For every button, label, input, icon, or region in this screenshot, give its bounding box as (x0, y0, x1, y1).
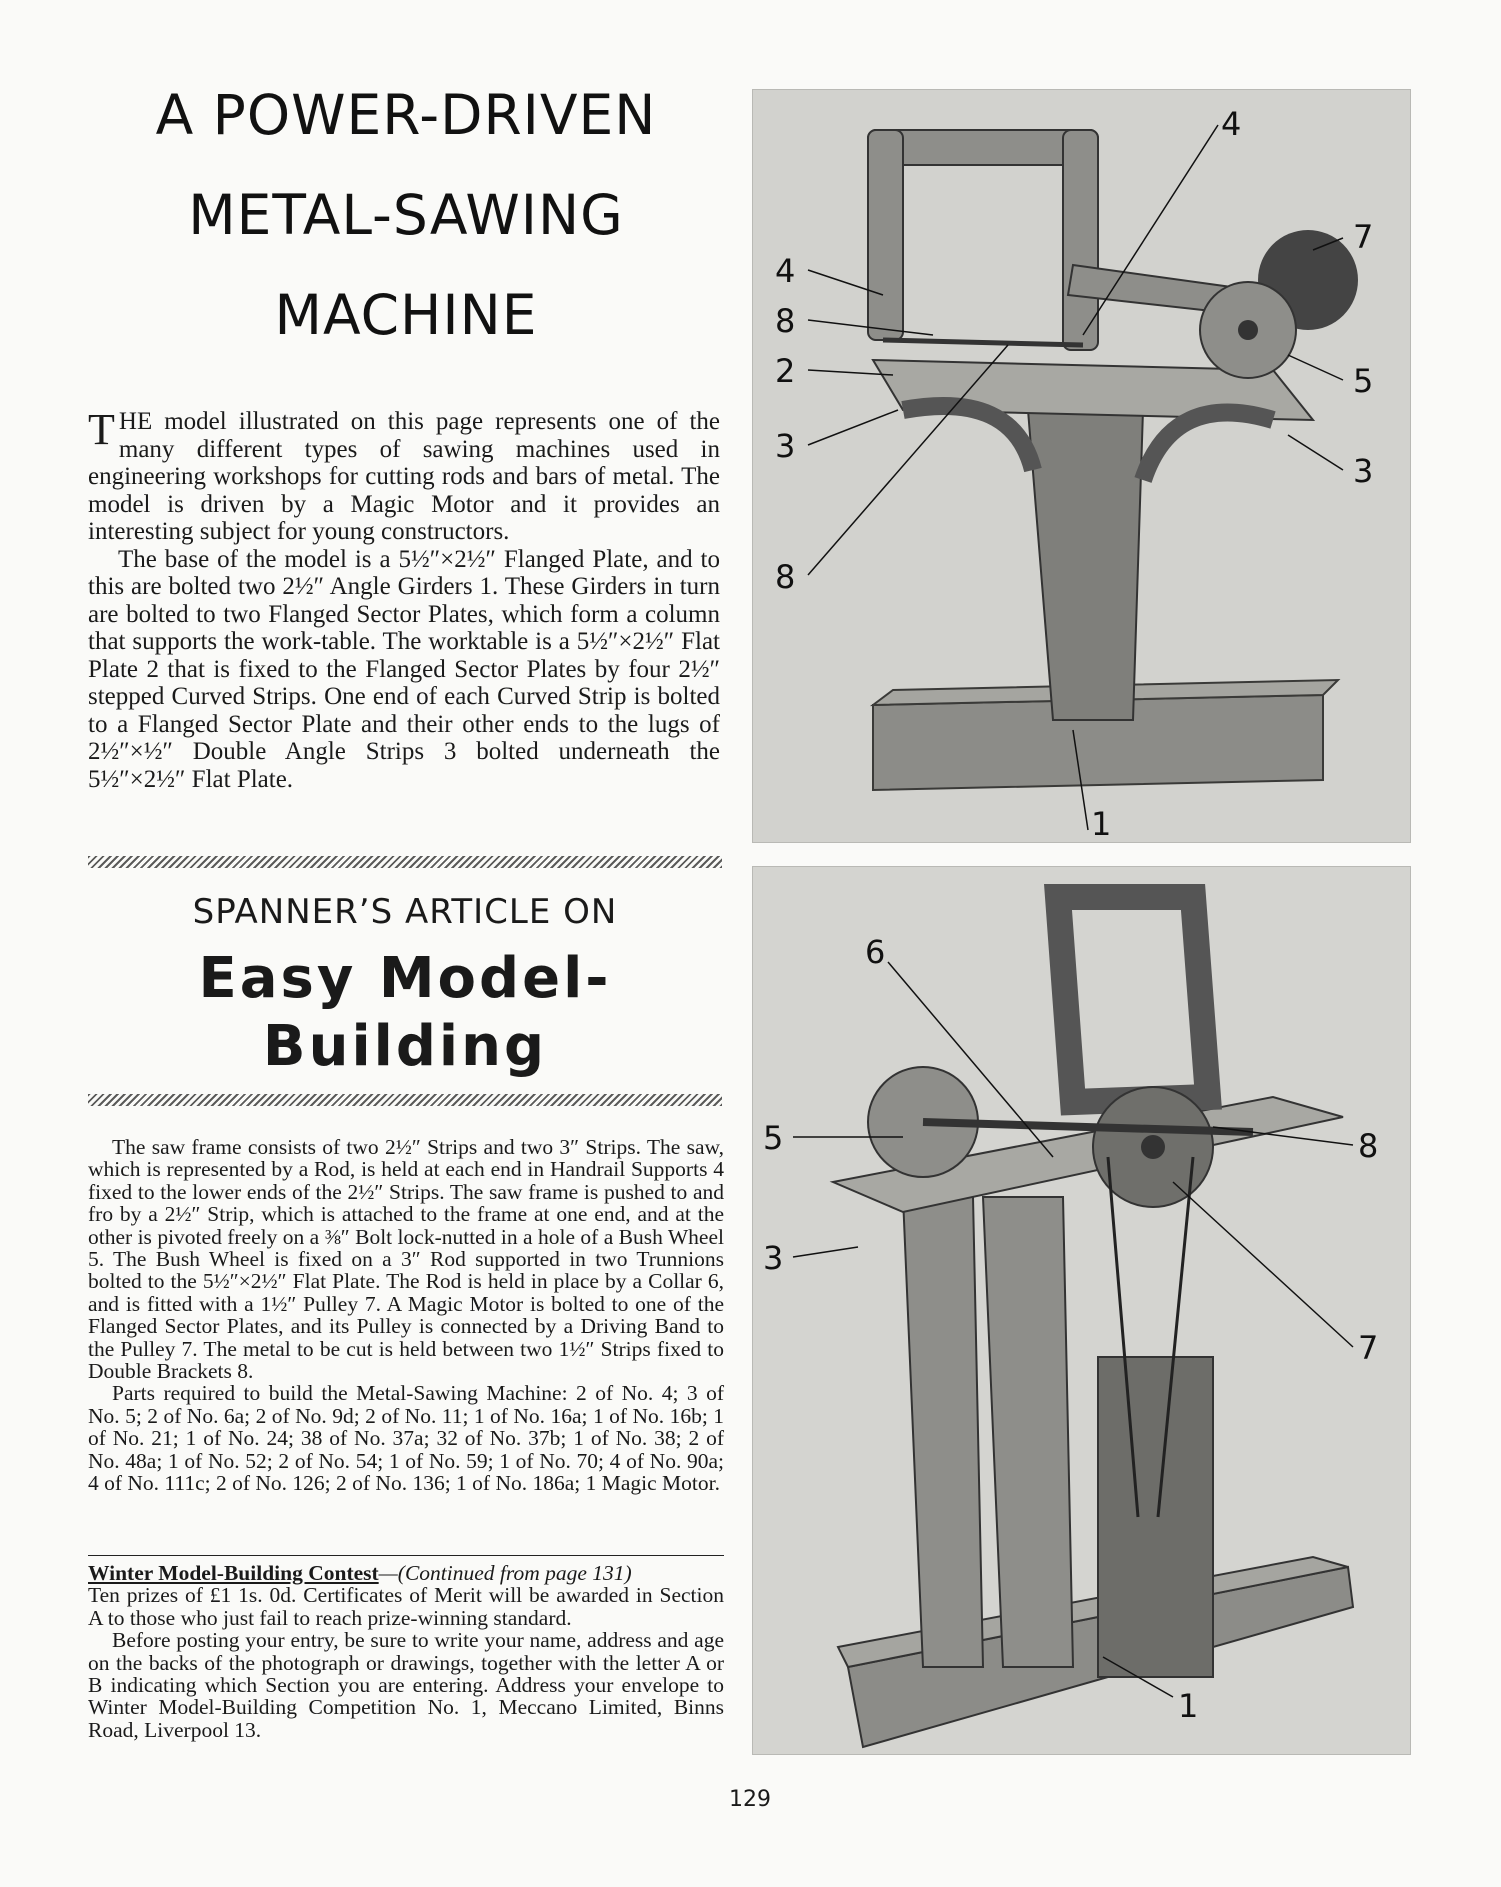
intro-paragraph-2: The base of the model is a 5½″×2½″ Flanged Plate, and to this are bolted two 2½″ Angle Girders 1. These Girders in turn are bolted to two Flanged Sector Plates, which form a column that supports the work-table. The worktable is a 5½″×2½″ Flat Plate 2 that is fixed to the Flanged Sector Plates by four 2½″ stepped Curved Strips. One end of each Curved Strip is bolted to a Flanged Sector Plate and their other ends to the lugs of 2½″×½″ Double Angle Strips 3 bolted underneath the 5½″×2½″ Flat Plate. (88, 545, 720, 793)
machine-illustration-top (753, 90, 1410, 842)
contest-continued: —(Continued from page 131) (378, 1561, 632, 1585)
drop-cap: T (88, 405, 115, 454)
article-title-line-2: Building (262, 1014, 548, 1079)
article-title-line-1: Easy Model- (198, 946, 612, 1011)
title-line-3: MACHINE (274, 283, 538, 347)
page-number: 129 (729, 1787, 771, 1812)
label-2: 2 (775, 352, 796, 390)
article-title (88, 945, 722, 1081)
title-line-2: METAL-SAWING (188, 183, 624, 247)
label-3-right: 3 (1353, 452, 1374, 490)
label-3-left: 3 (775, 427, 796, 465)
body-paragraph: The saw frame consists of two 2½″ Strips and two 3″ Strips. The saw, which is represented by a Rod, is held at each end in Handrail Supports 4 fixed to the lower ends of the 2½″ Strips. The saw frame is pushed to and fro by a 2½″ Strip, which is attached to the frame at one end, and at the other is pivoted freely on a ⅜″ Bolt lock-nutted in a hole of a Bush Wheel 5. The Bush Wheel is fixed on a 3″ Rod supported in two Trunnions bolted to the 5½″×2½″ Flat Plate. The Rod is held in place by a Collar 6, and is fitted with a 1½″ Pulley 7. A Magic Motor is bolted to one of the Flanged Sector Plates, and its Pulley is connected by a Driving Band to the Pulley 7. The metal to be cut is held between two 1½″ Strips fixed to Double Brackets 8. (88, 1135, 724, 1384)
label-4-top: 4 (1221, 105, 1242, 143)
contest-paragraph-2: Before posting your entry, be sure to write your name, address and age on the backs of the photograph or drawings, together with the letter A or B indicating which Section you are entering. Address your envelope to Winter Model-Building Competition No. 1, Meccano Limited, Binns Road, Liverpool 13. (88, 1628, 724, 1742)
hatch-divider-bottom (88, 1094, 722, 1106)
label-7: 7 (1358, 1329, 1379, 1367)
photo-bottom (752, 866, 1411, 1755)
label-6: 6 (865, 933, 886, 971)
label-8-lower: 8 (775, 558, 796, 596)
hatch-divider-top (88, 856, 722, 868)
contest-heading: Winter Model-Building Contest (88, 1561, 379, 1585)
page-title (88, 83, 724, 388)
title-line-1: A POWER-DRIVEN (155, 83, 657, 147)
label-4-left: 4 (775, 252, 796, 290)
label-5: 5 (1353, 362, 1374, 400)
article-body (88, 1136, 724, 1495)
intro-paragraph-1: HE model illustrated on this page represents one of the many different types of sawing machines used in engineering workshops for cutting rods and bars of metal. The model is driven by a Magic Motor and it provides an interesting subject for young constructors. (88, 408, 720, 545)
label-1: 1 (1178, 1687, 1199, 1725)
label-5: 5 (763, 1119, 784, 1157)
section-rule (88, 1555, 724, 1556)
machine-illustration-bottom (753, 867, 1410, 1754)
contest-section (88, 1562, 724, 1741)
label-8-upper: 8 (775, 302, 796, 340)
photo-top (752, 89, 1411, 843)
intro-text (88, 405, 720, 793)
label-1: 1 (1091, 805, 1112, 842)
label-3: 3 (763, 1239, 784, 1277)
label-7: 7 (1353, 218, 1374, 256)
contest-paragraph-1: Ten prizes of £1 1s. 0d. Certificates of Merit will be awarded in Section A to those who just fail to reach prize-winning standard. (88, 1583, 724, 1630)
article-kicker: SPANNER’S ARTICLE ON (192, 892, 618, 932)
parts-list: Parts required to build the Metal-Sawing Machine: 2 of No. 4; 3 of No. 5; 2 of No. 6a; 2 of No. 9d; 2 of No. 11; 1 of No. 16a; 1 of No. 16b; 1 of No. 21; 1 of No. 24; 38 of No. 37a; 32 of No. 37b; 1 of No. 38; 2 of No. 48a; 1 of No. 52; 2 of No. 54; 1 of No. 59; 1 of No. 70; 4 of No. 90a; 4 of No. 111c; 2 of No. 126; 2 of No. 136; 1 of No. 186a; 1 Magic Motor. (88, 1381, 724, 1496)
label-8: 8 (1358, 1127, 1379, 1165)
